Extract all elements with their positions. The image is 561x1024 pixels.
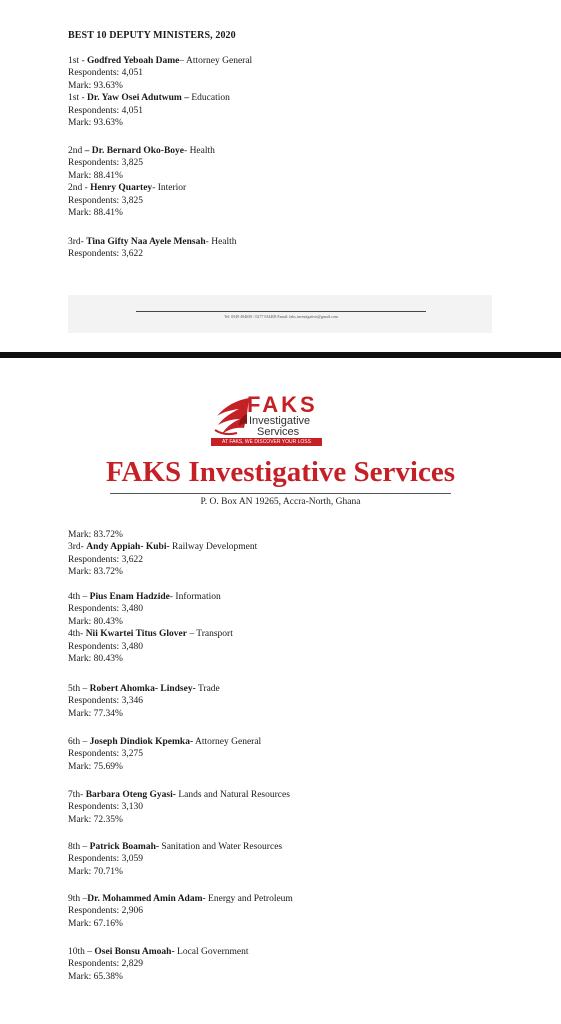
entry-detail: Mark: 83.72% [68,567,123,578]
entry-rank: 3rd- [68,542,87,553]
entry-heading [68,591,233,603]
ranking-entry-group [68,736,261,773]
entry-rank: 4th – [68,592,90,602]
footer-rule [136,311,426,312]
entry-detail: Respondents: 3,825 [68,195,143,206]
entry-name: Tina Gifty Naa Ayele Mensah [86,237,206,247]
ranking-entry-group [68,683,220,720]
entry-name: Dr. Mohammed Amin Adam- [87,894,206,904]
entry-heading [68,893,293,905]
entry-name: Pius Enam Hadzide [89,592,170,602]
entry-heading [68,628,233,640]
ranking-entry-group [68,893,293,930]
entry-portfolio: Trade [195,684,220,694]
entry-portfolio: Education [188,93,230,104]
logo-wordmark: FAKS [247,392,318,417]
entry-name: Andy Appiah- Kubi- [86,542,170,553]
entry-heading [68,946,249,958]
entry-heading [68,92,252,104]
entry-detail: Respondents: 2,829 [68,959,143,970]
entry-name: Godfred Yeboah Dame [87,56,180,66]
entry-detail: Mark: 83.72% [68,530,123,540]
entry-detail: Respondents: 3,480 [68,604,143,615]
entry-portfolio: Sanitation and Water Resources [159,842,283,852]
entry-portfolio: Attorney General [193,737,262,747]
entry-rank: 7th- [68,790,86,800]
entry-detail: Respondents: 3,275 [68,749,143,760]
footer-contact: Tel: 0549 494650 / 0277 034408 Email: faks.investigative@gmail.com [224,314,338,319]
company-address: P. O. Box AN 19265, Accra-North, Ghana [200,497,361,507]
entry-portfolio: - Health [184,146,215,156]
entry-detail: Mark: 80.43% [68,616,123,627]
entry-detail: Mark: 80.43% [68,654,123,665]
entry-heading [68,182,215,194]
entry-rank: 2nd - [68,183,91,194]
entry-portfolio: - Interior [152,183,187,194]
entry-rank: 10th – [68,947,95,957]
ranking-entry-group [68,145,215,219]
entry-portfolio: - Information [169,592,221,602]
company-name: FAKS Investigative Services [105,456,456,488]
entry-detail: Respondents: 3,346 [68,696,143,707]
entry-name: Dr. Yaw Osei Adutwum – [87,93,189,104]
entry-heading [68,841,282,853]
entry-name: Osei Bonsu Amoah- [94,947,175,957]
entry-heading [68,55,252,67]
entry-name: Nii Kwartei Titus Glover [85,629,187,640]
entry-detail: Respondents: 2,906 [68,906,143,917]
entry-detail: Mark: 93.63% [68,118,123,129]
letterhead-rule [110,493,451,494]
entry-rank: 3rd- [68,237,87,247]
entry-detail: Respondents: 4,051 [68,68,143,79]
entry-detail: Mark: 77.34% [68,708,123,719]
entry-rank: 9th – [68,894,88,904]
company-logo [209,394,324,450]
entry-detail: Mark: 70.71% [68,866,123,877]
entry-portfolio: Local Government [174,947,249,957]
entry-detail: Mark: 88.41% [68,208,123,219]
ranking-entry-group [68,841,282,878]
document-page-1 [0,0,561,352]
entry-name: Barbara Oteng Gyasi- [85,790,176,800]
entry-detail: Mark: 93.63% [68,80,123,91]
ranking-entry-group [68,789,290,826]
entry-rank: 1st - [68,93,87,104]
entry-portfolio: Lands and Natural Resources [175,790,290,800]
entry-heading [68,789,290,801]
entry-heading [68,736,261,748]
entry-detail: Mark: 72.35% [68,814,123,825]
logo-tagline: AT FAKS, WE DISCOVER YOUR LOSS [211,438,322,446]
entry-detail: Respondents: 4,051 [68,105,143,116]
entry-detail: Respondents: 3,480 [68,641,143,652]
entry-rank: 5th – [68,684,90,694]
page-title: BEST 10 DEPUTY MINISTERS, 2020 [68,30,236,41]
logo-subtitle-2: Services [257,426,300,438]
entry-portfolio: - Health [205,237,237,247]
ranking-entry-group [68,529,257,579]
entry-name: – Dr. Bernard Oko-Boye [84,146,185,156]
entry-name: Robert Ahomka- Lindsey- [89,684,196,694]
entry-detail: Mark: 65.38% [68,971,123,982]
ranking-entry-group [68,591,233,665]
entry-heading [68,145,215,157]
entry-heading [68,683,220,695]
entry-portfolio: Railway Development [169,542,258,553]
entry-portfolio: – Attorney General [179,56,253,66]
entry-detail: Respondents: 3,059 [68,854,143,865]
entry-detail: Respondents: 3,130 [68,802,143,813]
entry-rank: 4th- [68,629,86,640]
entry-detail: Respondents: 3,622 [68,249,143,260]
ranking-entry-group [68,236,237,261]
entry-rank: 1st - [68,56,87,66]
entry-name: Henry Quartey [90,183,153,194]
entry-portfolio: Energy and Petroleum [205,894,293,904]
entry-rank: 6th – [68,737,90,747]
document-page-2 [0,358,561,1024]
ranking-entry-group [68,946,249,983]
entry-detail: Mark: 88.41% [68,170,123,181]
entry-rank: 8th – [68,842,90,852]
entry-detail: Mark: 67.16% [68,918,123,929]
entry-portfolio: – Transport [186,629,233,640]
ranking-entry-group [68,55,252,129]
entry-detail: Respondents: 3,825 [68,158,143,169]
entry-detail: Respondents: 3,622 [68,554,143,565]
entry-detail: Mark: 75.69% [68,761,123,772]
logo-subtitle-1: Investigative [249,415,311,427]
entry-name: Patrick Boamah- [89,842,160,852]
entry-rank: 2nd [68,146,85,156]
entry-name: Joseph Dindiok Kpemka- [89,737,194,747]
entry-heading [68,541,257,553]
entry-heading [68,236,237,248]
